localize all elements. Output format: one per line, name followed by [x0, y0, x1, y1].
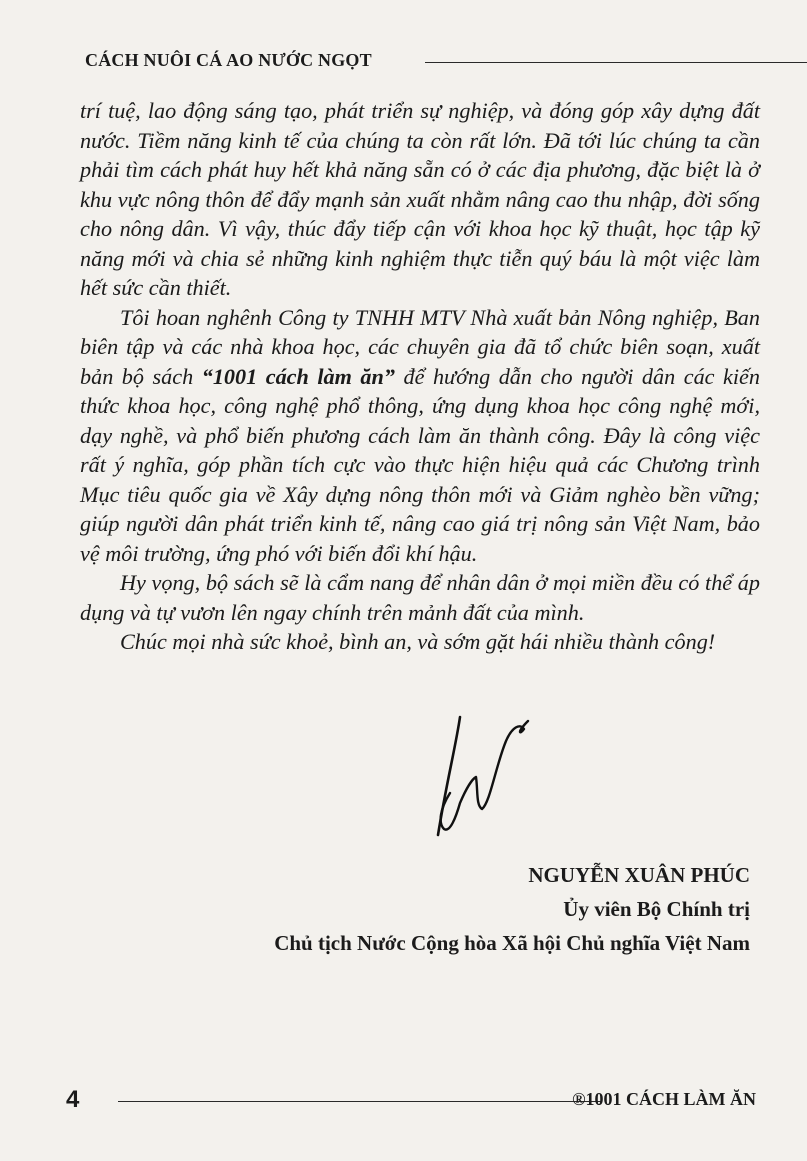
paragraph-3: Hy vọng, bộ sách sẽ là cẩm nang để nhân dân ở mọi miền đều có thể áp dụng và tự vươn lên ngay chính trên mảnh đất của mình.: [80, 570, 760, 625]
paragraph-2-end: để hướng dẫn cho người dân các kiến thức khoa học, công nghệ phổ thông, ứng dụng khoa học công nghệ mới, dạy nghề, và phổ biến phương cách làm ăn thành công. Đây là công việc rất ý nghĩa, góp phần tích cực vào thực hiện hiệu quả các Chương trình Mục tiêu quốc gia về Xây dựng nông thôn mới và Giảm nghèo bền vững; giúp người dân phát triển kinh tế, nâng cao giá trị nông sản Việt Nam, bảo vệ môi trường, ứng phó với biến đổi khí hậu.: [80, 363, 760, 566]
signatory-name: NGUYỄN XUÂN PHÚC: [528, 863, 750, 887]
signatory-role-1: Ủy viên Bộ Chính trị: [563, 897, 750, 921]
foreword-body: [80, 96, 760, 657]
signatory-role-2: Chủ tịch Nước Cộng hòa Xã hội Chủ nghĩa Việt Nam: [274, 931, 750, 955]
page-footer: [66, 1086, 756, 1118]
footer-brand: ®1001 CÁCH LÀM ĂN: [572, 1089, 756, 1109]
paragraph-2-start: Tôi hoan nghênh Công ty TNHH MTV Nhà xuất bản Nông nghiệp, Ban biên tập và các nhà khoa học, các chuyên gia đã tổ chức biên soạn, xuất bản bộ sách: [80, 304, 760, 389]
handwritten-signature: [430, 705, 550, 845]
footer-rule: [118, 1101, 602, 1102]
header-rule: [425, 62, 807, 63]
paragraph-4: Chúc mọi nhà sức khoẻ, bình an, và sớm gặt hái nhiều thành công!: [120, 629, 716, 654]
book-series-title: “1001 cách làm ăn”: [201, 363, 395, 389]
paragraph-2: [80, 303, 760, 569]
paragraph-1: trí tuệ, lao động sáng tạo, phát triển sự nghiệp, và đóng góp xây dựng đất nước. Tiềm năng kinh tế của chúng ta còn rất lớn. Đã tới lúc chúng ta cần phải tìm cách phát huy hết khả năng sẵn có ở các địa phương, đặc biệt là ở khu vực nông thôn để đẩy mạnh sản xuất nhằm nâng cao thu nhập, đời sống cho nông dân. Vì vậy, thúc đẩy tiếp cận với khoa học kỹ thuật, học tập kỹ năng mới và chia sẻ những kinh nghiệm thực tiễn quý báu là một việc làm hết sức cần thiết.: [80, 98, 760, 300]
signature-block: [274, 858, 750, 960]
header-title: CÁCH NUÔI CÁ AO NƯỚC NGỌT: [85, 50, 372, 70]
running-header: [85, 50, 807, 74]
page-number: 4: [66, 1086, 80, 1113]
